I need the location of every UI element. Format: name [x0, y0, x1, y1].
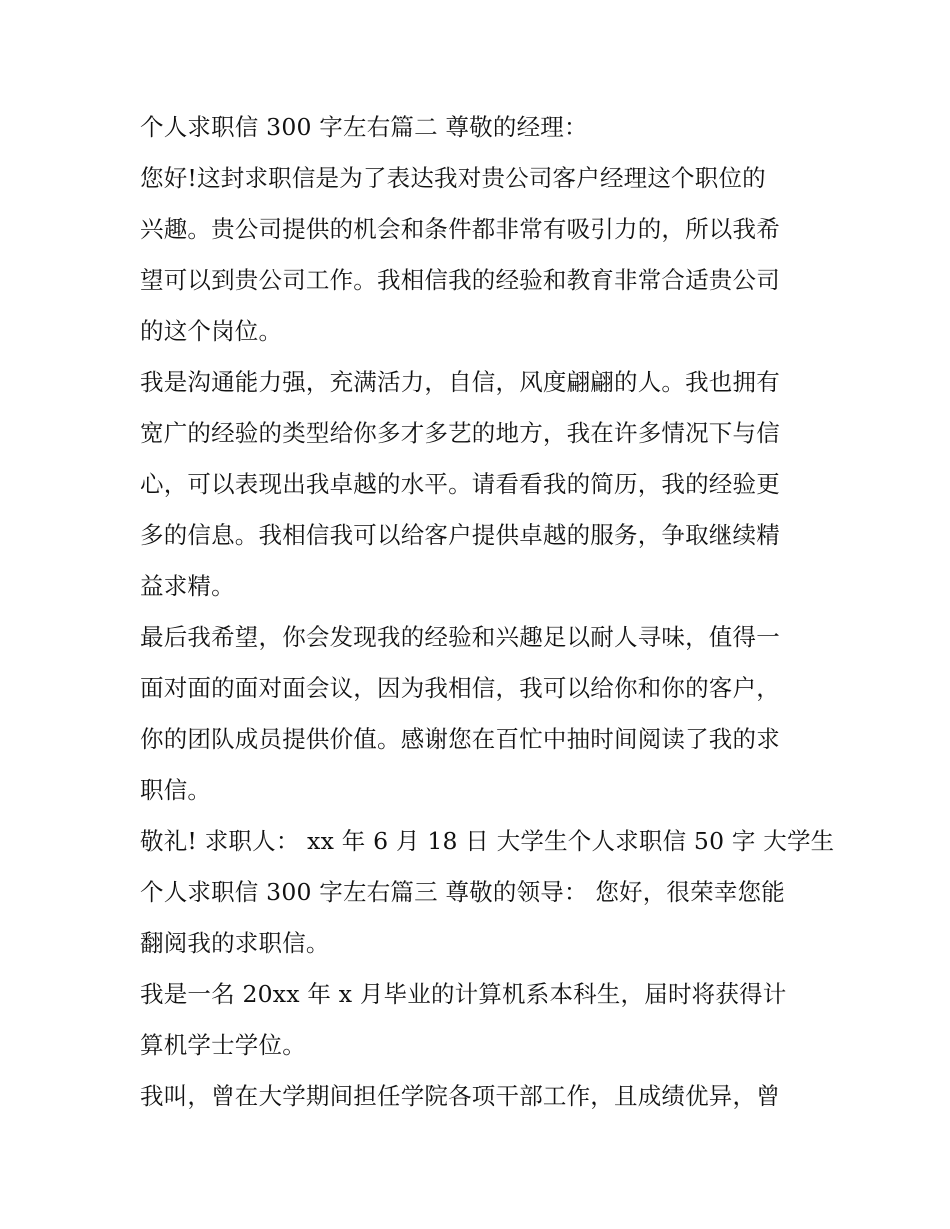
text-line: 望可以到贵公司工作。我相信我的经验和教育非常合适贵公司 — [140, 266, 780, 294]
text-line: 我叫，曾在大学期间担任学院各项干部工作，且成绩优异，曾 — [140, 1082, 780, 1110]
text-line: 面对面的面对面会议，因为我相信，我可以给你和你的客户， — [140, 674, 780, 702]
text-line: 我是一名 20xx 年 x 月毕业的计算机系本科生，届时将获得计 — [140, 980, 787, 1008]
text-line: 我是沟通能力强，充满活力，自信，风度翩翩的人。我也拥有 — [140, 368, 780, 396]
text-line: 算机学士学位。 — [140, 1031, 306, 1059]
text-line: 职信。 — [140, 776, 212, 804]
text-line: 最后我希望，你会发现我的经验和兴趣足以耐人寻味，值得一 — [140, 623, 780, 651]
text-line: 你的团队成员提供价值。感谢您在百忙中抽时间阅读了我的求 — [140, 725, 780, 753]
text-line: 兴趣。贵公司提供的机会和条件都非常有吸引力的，所以我希 — [140, 215, 780, 243]
text-line: 个人求职信 300 字左右篇二 尊敬的经理： — [140, 113, 588, 141]
text-line: 翻阅我的求职信。 — [140, 929, 330, 957]
text-line: 多的信息。我相信我可以给客户提供卓越的服务，争取继续精 — [140, 521, 780, 549]
text-line: 敬礼! 求职人： xx 年 6 月 18 日 大学生个人求职信 50 字 大学生 — [140, 827, 835, 855]
text-line: 个人求职信 300 字左右篇三 尊敬的领导： 您好，很荣幸您能 — [140, 878, 785, 906]
text-line: 的这个岗位。 — [140, 317, 283, 345]
text-line: 益求精。 — [140, 572, 235, 600]
text-line: 宽广的经验的类型给你多才多艺的地方，我在许多情况下与信 — [140, 419, 780, 447]
text-line: 您好!这封求职信是为了表达我对贵公司客户经理这个职位的 — [140, 164, 766, 192]
text-line: 心，可以表现出我卓越的水平。请看看我的简历，我的经验更 — [140, 470, 780, 498]
